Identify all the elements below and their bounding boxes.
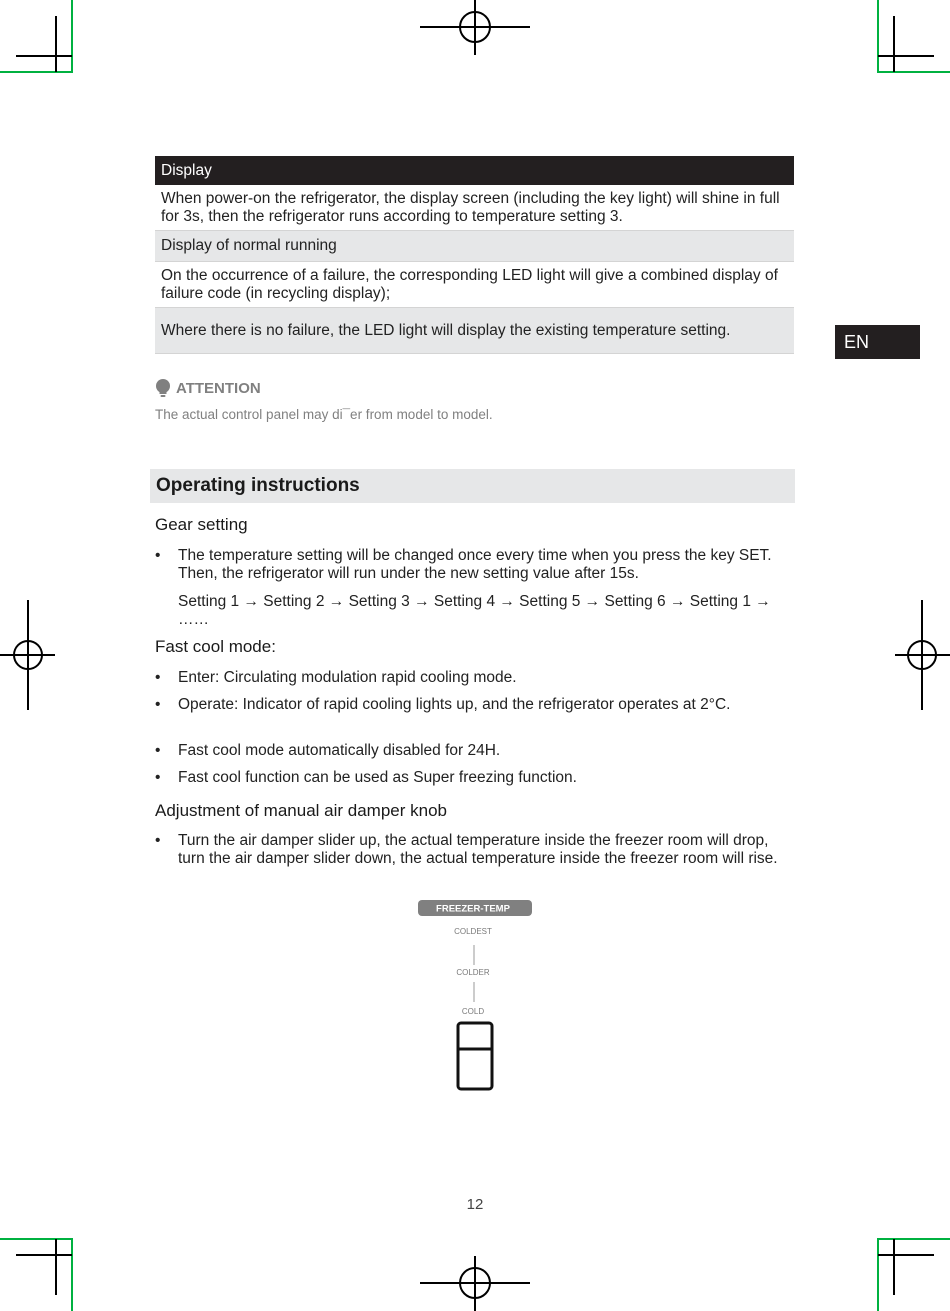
section-header bbox=[150, 469, 795, 503]
table-row: Display of normal running bbox=[155, 231, 794, 262]
crop-mark-bottom-left bbox=[0, 1239, 72, 1311]
level-cold: COLD bbox=[461, 1007, 485, 1016]
gear-setting-heading: Gear setting bbox=[155, 515, 248, 534]
list-item-text: Turn the air damper slider up, the actual temperature inside the freezer room will drop, turn the air damper slider down, the actual temperature inside the freezer room will rise. bbox=[178, 832, 778, 867]
bullet-point: • bbox=[155, 769, 161, 786]
table-row: When power-on the refrigerator, the display screen (including the key light) will shine in full for 3s, then the refrigerator runs according to temperature setting 3. bbox=[155, 185, 794, 231]
list-item bbox=[155, 547, 795, 583]
attention-text: The actual control panel may di¯er from model to model. bbox=[155, 407, 493, 422]
refrigerator-icon bbox=[458, 1023, 492, 1089]
registration-mark-right bbox=[895, 600, 950, 710]
level-coldest: COLDEST bbox=[454, 927, 492, 936]
attention-heading bbox=[155, 379, 261, 398]
bullet-point: • bbox=[155, 832, 161, 849]
registration-mark-top bbox=[420, 0, 530, 55]
crop-mark-bottom-right bbox=[878, 1239, 950, 1311]
attention-title: ATTENTION bbox=[176, 380, 261, 397]
lightbulb-icon bbox=[155, 379, 171, 398]
display-table bbox=[155, 156, 794, 354]
list-item-text: The temperature setting will be changed once every time when you press the key SET. Then, the refrigerator will run under the new setting value after 15s. bbox=[178, 547, 772, 582]
registration-mark-bottom bbox=[420, 1256, 530, 1311]
bullet-point: • bbox=[155, 669, 161, 686]
list-item-text: Fast cool mode automatically disabled for 24H. bbox=[178, 742, 501, 759]
table-row: On the occurrence of a failure, the corresponding LED light will give a combined display of failure code (in recycling display); bbox=[155, 262, 794, 308]
list-item-text: Enter: Circulating modulation rapid cooling mode. bbox=[178, 669, 517, 686]
damper-heading: Adjustment of manual air damper knob bbox=[155, 801, 447, 820]
table-row: Where there is no failure, the LED light will display the existing temperature setting. bbox=[155, 308, 794, 354]
bullet-point: • bbox=[155, 742, 161, 759]
setting-sequence: Setting 1 → Setting 2 → Setting 3 → Setting 4 → Setting 5 → Setting 6 → Setting 1 → …… bbox=[178, 593, 771, 628]
table-header: Display bbox=[155, 156, 794, 185]
level-colder: COLDER bbox=[456, 968, 490, 977]
freezer-temp-label: FREEZER-TEMP bbox=[436, 903, 510, 915]
bullet-point: • bbox=[155, 547, 161, 564]
fast-cool-heading: Fast cool mode: bbox=[155, 637, 276, 656]
language-tab: EN bbox=[835, 325, 920, 359]
registration-mark-left bbox=[0, 600, 55, 710]
list-item-text: Fast cool function can be used as Super freezing function. bbox=[178, 769, 577, 786]
list-item-text: Operate: Indicator of rapid cooling lights up, and the refrigerator operates at 2°C. bbox=[178, 696, 731, 713]
section-title: Operating instructions bbox=[156, 475, 360, 496]
freezer-temp-diagram bbox=[410, 896, 540, 1096]
bullet-point: • bbox=[155, 696, 161, 713]
crop-mark-top-left bbox=[0, 0, 72, 72]
crop-mark-top-right bbox=[878, 0, 950, 72]
page-number: 12 bbox=[466, 1196, 484, 1213]
